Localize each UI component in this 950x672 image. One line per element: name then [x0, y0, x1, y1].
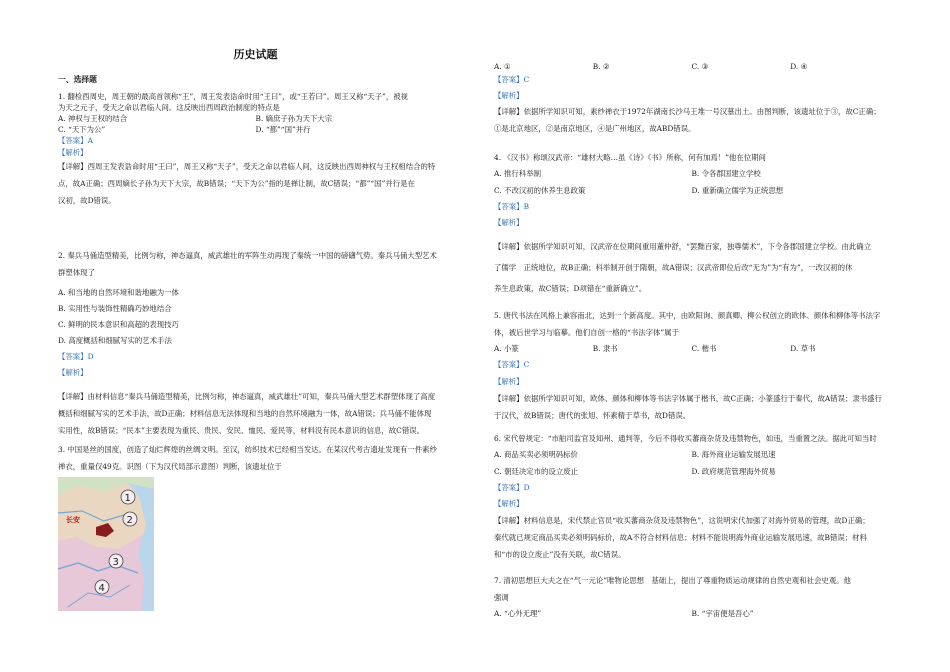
question-2-options [58, 285, 453, 381]
q2-option-c: C. 鲜明的民本意识和高超的表现技巧 [58, 319, 179, 329]
q6-option-c: C. 朝廷决定市的设立废止 [494, 466, 578, 476]
q2-detail-line-1: 【详解】由材料信息“秦兵马俑造型精美，比例匀称，神态逼真，威武雄壮”可知，秦兵马俑大型艺术群塑体现了高度 [58, 392, 436, 401]
q2-option-a: A. 和当地的自然环境和谐地融为一体 [58, 288, 179, 297]
q5-detail-line-1: 【详解】依据所学知识可知，欧体、颜体和柳体等书法字体属于楷书，故C正确；小篆盛行于秦代，故A错误；隶书盛行 [494, 393, 882, 403]
q4-option-d: D. 重新确立儒学为正统思想 [691, 185, 784, 195]
map-label-changan: 长安 [66, 516, 80, 524]
q4-option-c: C. 不改汉初的休养生息政策 [494, 185, 586, 195]
q6-options-row-2 [494, 464, 889, 480]
map-marker-2: 2 [126, 515, 133, 526]
q1-analysis-label: 【解析】 [58, 147, 88, 157]
q3-detail-line-1: 【详解】依据所学知识可知，素纱禅衣于1972年湖南长沙马王堆一号汉墓出土。由图判断，该遗址位于③，故C正确； [494, 107, 881, 117]
question-3-continued [494, 61, 889, 137]
q6-option-d: D. 政府规范管理海外贸易 [691, 466, 776, 476]
q6-detail-line-1: 【详解】材料信息是，宋代禁止官员“收买蕃商杂货及违禁物色”，这说明宋代加强了对海外贸易的管理，故D正确； [494, 516, 870, 526]
question-5 [494, 307, 889, 424]
map-marker-4: 4 [98, 583, 105, 594]
map-marker-3: 3 [112, 557, 119, 568]
question-3 [58, 441, 453, 475]
q3-option-d: D. ④ [790, 62, 808, 71]
q1-option-b: B. 嫡庶子孙为天下大宗 [255, 114, 333, 124]
q2-answer: 【答案】D [58, 351, 94, 361]
q1-stem-line-1: 1. 翻检西周史，周王朝的最高首领称“王”，周王发表诰命时用“王曰”，或“王若曰”。周王又称“天子”，被视 [58, 92, 409, 101]
q3-option-a: A. ① [494, 62, 511, 71]
q3-options [494, 61, 889, 72]
map-graphic [58, 477, 154, 611]
q5-stem-line-1: 5. 唐代书法在风格上兼容南北，达到一个新高度。其中，由欧阳询、颜真卿、柳公权创立的欧体、颜体和柳体等书法字 [494, 311, 881, 320]
q4-option-b: B. 令各郡国建立学校 [691, 169, 761, 179]
q5-answer: 【答案】C [494, 360, 530, 370]
q4-stem: 4. 《汉书》称颂汉武帝：“雄材大略…虽《诗》《书》所称，何有加焉！”他在位期间 [494, 153, 766, 162]
q3-option-b: B. ② [592, 62, 610, 71]
q3-stem-line-1: 3. 中国是丝的国度，创造了灿烂辉煌的丝绸文明。至汉，纺织技术已经相当发达。在某汉代考古遗址发现有一件素纱 [58, 445, 437, 454]
question-7 [494, 572, 889, 622]
q6-stem: 6. 宋代曾规定：“市舶司监官及知州、通判等，今后不得收买蕃商杂货及违禁物色，如违，当重置之法。据此可知当时 [494, 434, 877, 443]
q1-stem-line-2: 为天之元子，受天之命以君临人间。这反映出西周政治制度的特点是 [58, 103, 280, 113]
q1-options-row-2 [58, 124, 453, 135]
q2-stem-line-1: 2. 秦兵马俑造型精美，比例匀称，神态逼真，威武雄壮的军阵生动再现了秦统一中国的磅礴气势。秦兵马俑大型艺术 [58, 251, 437, 260]
q3-analysis-label: 【解析】 [494, 90, 524, 100]
q2-detail-line-3: 实用性，故B错误；“民本”主要表现为重民、贵民、安民、恤民、爱民等，材料没有民本意识的信息，故C错误。 [58, 426, 425, 436]
han-dynasty-map [58, 477, 154, 611]
q1-options-row-1 [58, 113, 453, 124]
q2-stem-line-2: 群塑体现了 [58, 268, 95, 278]
q4-answer: 【答案】B [494, 201, 529, 211]
section-heading: 一、选择题 [58, 75, 97, 84]
q4-analysis-label: 【解析】 [494, 218, 524, 228]
q4-detail-line-2: 了儒学 正统地位，故B正确；科举制开创于隋朝，故A错误；汉武帝即位后改“无为”为“有为”，一改汉初的休 [494, 263, 853, 273]
q3-detail-line-2: ①是北京地区，②是南京地区，④是广州地区，故ABD错误。 [494, 124, 696, 134]
question-6 [494, 431, 889, 564]
q3-option-c: C. ③ [691, 62, 709, 71]
q2-option-d: D. 高度概括和细腻写实的艺术手法 [58, 335, 172, 345]
q1-detail-line-2: 点，故A正确；西周嫡长子孙为天下大宗，故B错误；“天下为公”指的是禅让制，故C错误；“都”“国”并行是在 [58, 178, 415, 188]
q2-option-b: B. 实用性与装饰性精确巧妙地结合 [58, 303, 172, 313]
q1-detail-line-3: 汉初，故D错误。 [58, 195, 116, 205]
q5-stem-line-2: 体，被后世学习与临摹。他们自创一格的“书法字体”属于 [494, 328, 679, 338]
q1-answer: 【答案】A [58, 136, 93, 146]
q6-answer: 【答案】D [494, 482, 530, 492]
q4-options-row-2 [494, 183, 889, 199]
q4-options-row-1 [494, 166, 889, 182]
q7-option-b: B. “宇宙便是吾心” [691, 609, 754, 619]
q1-detail-line-1: 【详解】西周王发表诰命时用“王曰”，周王又称“天子”，受天之命以君临人间，这反映出西周神权与王权相结合的特 [58, 161, 436, 171]
q4-option-a: A. 推行科举制 [494, 169, 541, 179]
q5-option-a: A. 小篆 [494, 344, 519, 354]
q1-option-a: A. 神权与王权的结合 [58, 114, 128, 124]
q6-detail-line-3: 和“市的设立废止”没有关联，故C错误。 [494, 550, 626, 560]
q5-option-d: D. 草书 [790, 344, 816, 354]
q7-option-a: A. “心外无理” [494, 609, 542, 619]
question-1 [58, 91, 453, 209]
q6-option-a: A. 商品买卖必须明码标价 [494, 450, 578, 460]
q6-detail-line-2: 秦代就已规定商品买卖必须明码标价，故A不符合材料信息；材料不能说明海外商业运输发展迅速，故B错误；材料 [494, 533, 867, 543]
q4-detail-line-3: 养生息政策，故C错误；D项错在“重新确立”。 [494, 284, 647, 294]
q7-stem-line-1: 7. 清初思想巨大夫之在“气一元论”唯物论思想 基础上，提出了尊重物质运动规律的自然史观和社会史观。他 [494, 576, 851, 585]
q7-stem-line-2: 强调 [494, 593, 509, 603]
q4-detail-line-1: 【详解】依据所学知识可知，汉武帝在位期间重用董仲舒，“罢黜百家，独尊儒术”，下令各郡国建立学校。由此确立 [494, 242, 872, 251]
q5-options [494, 341, 889, 357]
question-2-detail [58, 388, 453, 439]
question-4 [494, 150, 889, 231]
q6-option-b: B. 海外商业运输发展迅速 [691, 450, 776, 460]
q1-option-d: D. “都”“国”并行 [255, 125, 311, 135]
q5-detail-line-2: 于汉代，故B错误；唐代的张旭、怀素精于草书，故D错误。 [494, 410, 691, 420]
q5-option-c: C. 楷书 [691, 344, 717, 354]
q2-detail-line-2: 概括和细腻写实的艺术手法，故D正确；材料信息无法体现和当地的自然环境融为一体，故A错误；兵马俑不能体现 [58, 409, 432, 419]
q2-analysis-label: 【解析】 [58, 367, 88, 377]
page-title: 历史试题 [233, 48, 278, 61]
q5-option-b: B. 隶书 [592, 344, 618, 354]
q1-option-c: C. “天下为公” [58, 125, 106, 135]
question-2 [58, 247, 453, 281]
q3-answer: 【答案】C [494, 75, 530, 85]
q6-analysis-label: 【解析】 [494, 499, 524, 509]
question-4-detail [494, 236, 889, 299]
map-marker-1: 1 [124, 493, 131, 504]
q6-options-row-1 [494, 447, 889, 463]
q5-analysis-label: 【解析】 [494, 376, 524, 386]
q7-options-row-1 [494, 606, 889, 622]
q3-stem-line-2: 禅衣，重量仅49克。识图（下为汉代局部示意图）判断，该遗址位于 [58, 462, 282, 472]
